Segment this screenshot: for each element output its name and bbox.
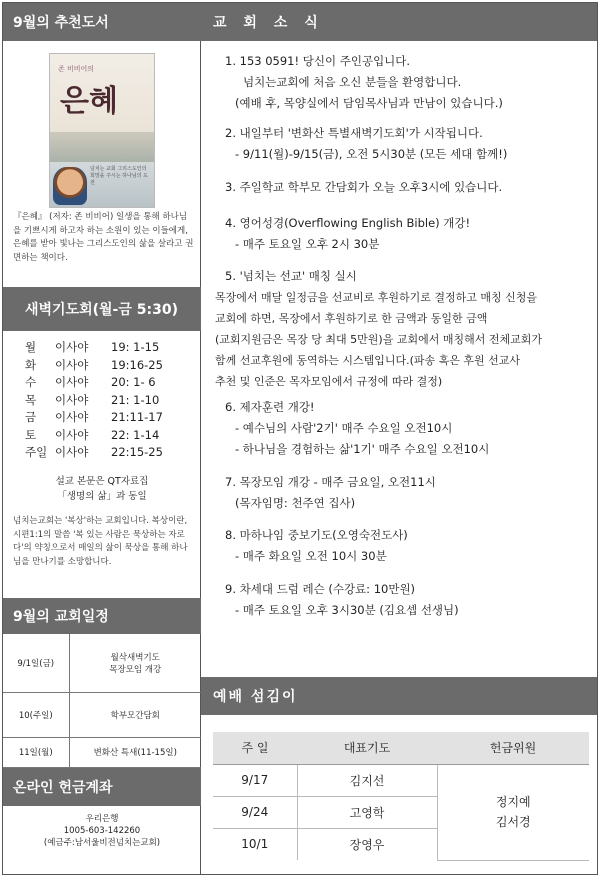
author-photo: [53, 167, 87, 205]
offering-members: 정지예 김서경: [437, 764, 589, 860]
book-cover-image: [49, 53, 155, 208]
book-section: [3, 3, 201, 287]
table-row: 9/1일(금) 월삭새벽기도 목장모임 개강: [3, 634, 201, 692]
table-row: 11일(월) 변화산 특새(11-15일): [3, 737, 201, 767]
dawn-row: 토 이사야 22: 1-14: [25, 427, 160, 442]
dawn-row: 화 이사야 19:16-25: [25, 357, 163, 372]
bank-name: 우리은행: [85, 814, 119, 824]
schedule-header: 9월의 교회일정: [3, 598, 201, 634]
account-number: 1005-603-142260: [63, 826, 141, 836]
worship-servers-table: [213, 732, 589, 861]
bank-account-info: [3, 813, 201, 849]
dawn-row: 목 이사야 21: 1-10: [25, 392, 160, 407]
col-prayer: 대표기도: [297, 732, 437, 764]
news-item-8: 8. 마하나임 중보기도(오영숙전도사) - 매주 화요일 오전 10시 30분: [225, 528, 408, 563]
schedule-table: [3, 634, 201, 768]
book-description: 『은혜』 (저자: 존 비비어) 일생을 통해 하나님을 기쁘시게 하고자 하는 소원이 있는 이들에게, 은혜를 받아 빛나는 그리스도인의 삶을 살라고 권면하는 책이다.: [13, 212, 194, 263]
online-offering-header: 온라인 헌금계좌: [3, 768, 201, 806]
sermon-note: 설교 본문은 QT자료집 「생명의 삶」과 동일: [55, 476, 149, 502]
dawn-row: 주일 이사야 22:15-25: [25, 445, 163, 459]
table-row: 9/24 고영학: [213, 796, 589, 828]
dawn-row: 월 이사야 19: 1-15: [25, 340, 160, 354]
table-row: 10/1 장영우: [213, 828, 589, 860]
news-item-1: 1. 153 0591! 당신이 주인공입니다. 넘치는교회에 처음 오신 분들을 환영합니다. (예배 후, 목양실에서 담임목사님과 만남이 있습니다.): [225, 54, 503, 110]
cover-subtitle: 넘치는 교회 그리스도인의 희망을 주시는 하나님의 도전: [90, 166, 148, 186]
cover-title: 은혜: [60, 84, 118, 119]
news-item-3: 3. 주일학교 학부모 간담회가 오늘 오후3시에 있습니다.: [225, 180, 503, 194]
book-header: 9월의 추천도서: [3, 3, 201, 41]
worship-servers-header: 예배 섬김이: [201, 677, 597, 715]
news-item-2: 2. 내일부터 '변화산 특별새벽기도회'가 시작됩니다. - 9/11(월)-9/15(금), 오전 5시30분 (모든 세대 함께!): [225, 126, 508, 161]
col-offering: 헌금위원: [437, 732, 589, 764]
news-item-9: 9. 차세대 드럼 레슨 (수강료: 10만원) - 매주 토요일 오후 3시30분 (김요셉 선생님): [225, 582, 459, 617]
right-column: [201, 3, 597, 874]
bulletin-page: [2, 2, 598, 875]
news-header: 교 회 소 식: [201, 3, 597, 41]
news-item-4: 4. 영어성경(Overflowing English Bible) 개강! - 매주 토요일 오후 2시 30분: [225, 216, 471, 251]
cover-author: 존 비비어의: [58, 65, 95, 73]
table-row: 10(주일) 학부모간담회: [3, 692, 201, 737]
dawn-row: 수 이사야 20: 1- 6: [25, 375, 156, 389]
cover-landscape: [50, 132, 155, 162]
table-header-row: [213, 732, 589, 764]
news-item-5: 5. '넘치는 선교' 매칭 실시 목장에서 매달 일정금을 선교비로 후원하기로 결정하고 매칭 신청을 교회에 하면, 목장에서 후원하기로 한 금액과 동일한 금액 (교회지원금은 목장 당 최대 5만원)을 교회에서 매칭해서 전체교회가 함께 선교후원에 동역하는 시스템입니다.(파송 혹은 후원 선교사 추천 및 인준은 목자모임에서 규정에 따라 결정): [215, 269, 542, 388]
dawn-prayer-header: 새벽기도회(월-금 5:30): [3, 287, 201, 331]
news-item-7: 7. 목장모임 개강 - 매주 금요일, 오전11시 (목자임명: 천주연 집사): [225, 475, 436, 510]
dawn-prayer-list: [25, 339, 195, 462]
left-column: [3, 3, 201, 874]
account-holder: (예금주:남서울비전넘치는교회): [43, 838, 161, 848]
table-row: 9/17 김지선 정지예 김서경: [213, 764, 589, 796]
news-item-6: 6. 제자훈련 개강! - 예수님의 사람'2기' 매주 수요일 오전10시 - 하나님을 경험하는 삶'1기' 매주 수요일 오전10시: [225, 400, 490, 456]
meditation-description: 넘치는교회는 '복상'하는 교회입니다. 복상이란, 시편1:1의 말씀 '복 있는 사람은 묵상하는 자로 다'의 약칭으로서 매일의 삶이 묵상을 통해 하나님을 만나기를 소망합니다.: [13, 516, 188, 567]
col-date: 주 일: [213, 732, 297, 764]
dawn-row: 금 이사야 21:11-17: [25, 410, 163, 424]
